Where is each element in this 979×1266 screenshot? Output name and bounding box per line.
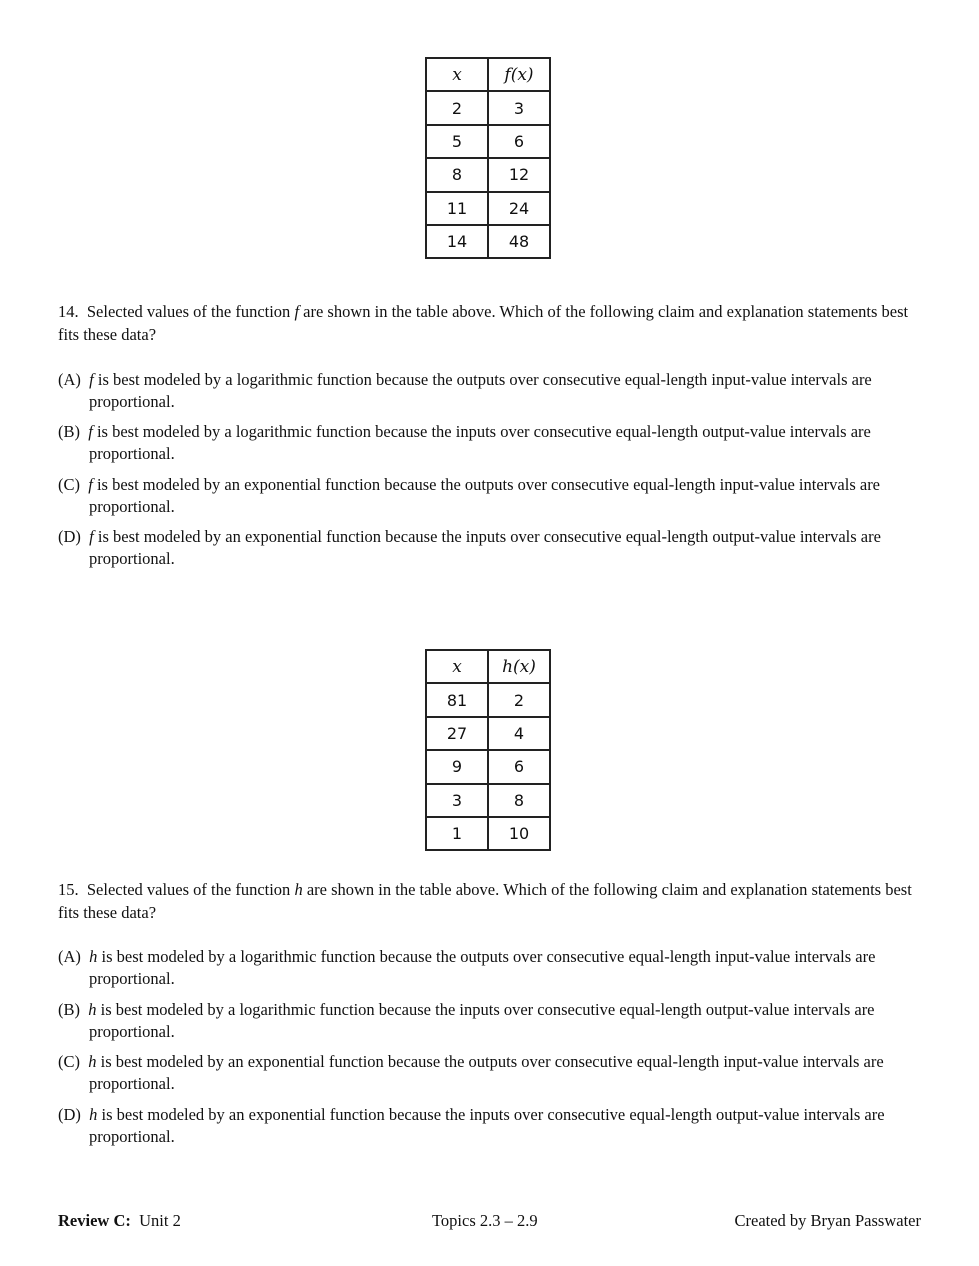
- question-14-option-a[interactable]: [58, 369, 959, 413]
- option-function: h: [89, 1105, 98, 1124]
- question-text-pre: Selected values of the function: [86, 880, 291, 899]
- cell-x: 14: [426, 225, 488, 258]
- function-name: f: [294, 302, 300, 321]
- question-15-stem: [58, 878, 918, 924]
- option-label: (D): [58, 1105, 81, 1124]
- option-text: is best modeled by a logarithmic function because the outputs over consecutive equal-length input-value intervals are proportional.: [89, 947, 876, 988]
- table-f: [425, 57, 551, 259]
- page-footer: [58, 1211, 921, 1233]
- option-function: f: [89, 527, 94, 546]
- option-function: h: [88, 1052, 97, 1071]
- table-row: [426, 784, 550, 817]
- header-fx: f(x): [488, 58, 550, 91]
- cell-x: 81: [426, 683, 488, 716]
- footer-left: [58, 1211, 181, 1231]
- option-label: (A): [58, 947, 81, 966]
- cell-y: 12: [488, 158, 550, 191]
- cell-y: 10: [488, 817, 550, 850]
- option-label: (A): [58, 370, 81, 389]
- option-label: (C): [58, 475, 80, 494]
- question-15-option-c[interactable]: [58, 1051, 959, 1095]
- cell-y: 3: [488, 91, 550, 124]
- table-row: [426, 125, 550, 158]
- cell-y: 6: [488, 125, 550, 158]
- table-header-row: [426, 650, 550, 683]
- option-text: is best modeled by an exponential function because the inputs over consecutive equal-length output-value intervals are proportional.: [89, 1105, 885, 1146]
- table-row: [426, 91, 550, 124]
- question-number: 14.: [58, 302, 79, 321]
- option-function: h: [89, 947, 98, 966]
- table-row: [426, 717, 550, 750]
- question-14-option-d[interactable]: [58, 526, 959, 570]
- option-text: is best modeled by an exponential function because the outputs over consecutive equal-length input-value intervals are proportional.: [89, 475, 881, 516]
- cell-y: 2: [488, 683, 550, 716]
- option-text: is best modeled by an exponential function because the outputs over consecutive equal-length input-value intervals are proportional.: [89, 1052, 884, 1093]
- footer-unit: Unit 2: [139, 1211, 181, 1230]
- cell-y: 4: [488, 717, 550, 750]
- footer-author: Created by Bryan Passwater: [734, 1211, 921, 1230]
- question-14-stem: [58, 300, 918, 346]
- cell-y: 6: [488, 750, 550, 783]
- option-text: is best modeled by an exponential function because the inputs over consecutive equal-length output-value intervals are proportional.: [89, 527, 881, 568]
- cell-x: 2: [426, 91, 488, 124]
- header-hx: h(x): [488, 650, 550, 683]
- cell-x: 8: [426, 158, 488, 191]
- question-14-option-b[interactable]: [58, 421, 959, 465]
- cell-x: 11: [426, 192, 488, 225]
- table-row: [426, 225, 550, 258]
- option-label: (C): [58, 1052, 80, 1071]
- cell-x: 9: [426, 750, 488, 783]
- option-function: f: [88, 475, 93, 494]
- question-text-post: are shown in the table above. Which of the following claim and explanation statements best fits these data?: [58, 880, 912, 922]
- question-number: 15.: [58, 880, 79, 899]
- question-15-option-a[interactable]: [58, 946, 959, 990]
- option-text: is best modeled by a logarithmic function because the inputs over consecutive equal-length output-value intervals are proportional.: [89, 1000, 875, 1041]
- option-function: f: [89, 370, 94, 389]
- header-x: x: [426, 58, 488, 91]
- option-label: (B): [58, 422, 80, 441]
- footer-topics: Topics 2.3 – 2.9: [432, 1211, 538, 1230]
- table-header-row: [426, 58, 550, 91]
- cell-x: 27: [426, 717, 488, 750]
- cell-y: 24: [488, 192, 550, 225]
- table-row: [426, 750, 550, 783]
- cell-x: 3: [426, 784, 488, 817]
- table-row: [426, 683, 550, 716]
- option-label: (D): [58, 527, 81, 546]
- option-function: h: [88, 1000, 97, 1019]
- cell-x: 1: [426, 817, 488, 850]
- function-name: h: [294, 880, 303, 899]
- question-15-option-d[interactable]: [58, 1104, 959, 1148]
- footer-review-label: Review C:: [58, 1211, 131, 1230]
- table-row: [426, 192, 550, 225]
- question-15-option-b[interactable]: [58, 999, 959, 1043]
- question-text-pre: Selected values of the function: [86, 302, 291, 321]
- cell-y: 48: [488, 225, 550, 258]
- header-x: x: [426, 650, 488, 683]
- option-text: is best modeled by a logarithmic function because the outputs over consecutive equal-length input-value intervals are proportional.: [89, 370, 872, 411]
- cell-x: 5: [426, 125, 488, 158]
- table-row: [426, 817, 550, 850]
- table-h: [425, 649, 551, 851]
- table-row: [426, 158, 550, 191]
- option-text: is best modeled by a logarithmic function because the inputs over consecutive equal-length output-value intervals are proportional.: [89, 422, 871, 463]
- question-14-option-c[interactable]: [58, 474, 959, 518]
- question-text-post: are shown in the table above. Which of the following claim and explanation statements best fits these data?: [58, 302, 909, 344]
- option-function: f: [88, 422, 93, 441]
- cell-y: 8: [488, 784, 550, 817]
- option-label: (B): [58, 1000, 80, 1019]
